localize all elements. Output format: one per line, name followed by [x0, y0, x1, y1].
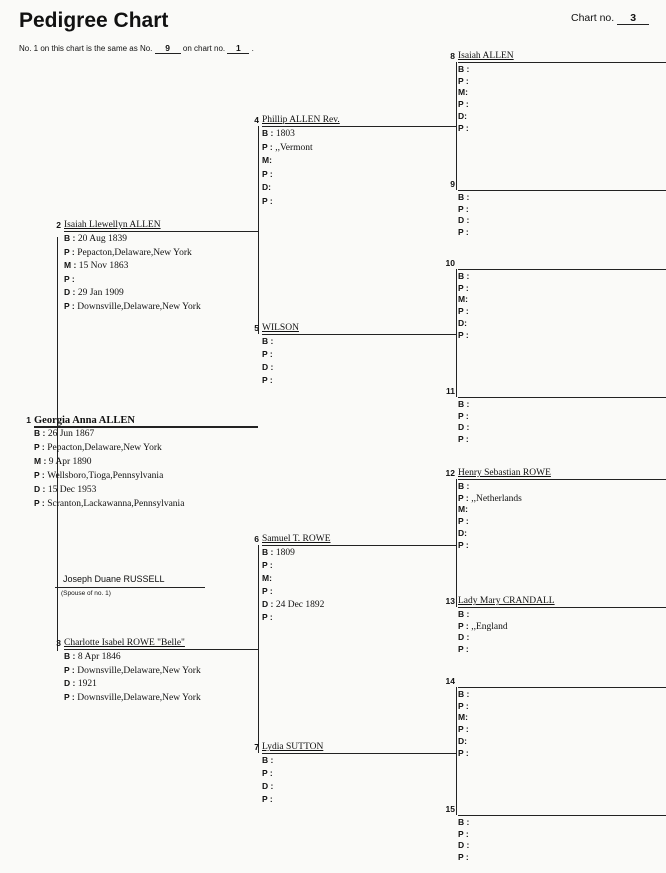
fact-value: 15 Nov 1863	[78, 261, 129, 272]
fact-row	[458, 852, 469, 863]
fact-row	[458, 481, 469, 492]
fact-label: P :	[458, 492, 469, 503]
fact-row	[458, 306, 469, 317]
fact-label: P :	[262, 612, 273, 622]
fact-label: P :	[458, 282, 469, 293]
fact-label: M:	[262, 573, 272, 583]
reference-suffix: .	[251, 44, 254, 53]
fact-row	[458, 829, 469, 840]
fact-row	[262, 599, 324, 610]
fact-label: P :	[458, 306, 469, 317]
chart-number-label: Chart no.	[571, 12, 615, 24]
fact-label: D:	[458, 527, 467, 538]
person-name: Phillip ALLEN Rev.	[262, 115, 340, 125]
person-number: 14	[445, 676, 455, 686]
fact-label: P :	[458, 828, 469, 839]
fact-label: B :	[458, 609, 470, 619]
fact-label: B :	[458, 64, 470, 74]
fact-label: P :	[458, 410, 469, 421]
fact-label: B :	[458, 192, 470, 202]
fact-value: 29 Jan 1909	[77, 288, 124, 299]
fact-value: Downsville,Delaware,New York	[77, 665, 201, 676]
fact-row	[64, 233, 127, 244]
person-number: 12	[445, 468, 455, 478]
fact-row	[64, 301, 201, 312]
fact-row	[262, 755, 273, 766]
fact-label: P :	[458, 852, 469, 863]
fact-label: M:	[458, 504, 468, 515]
fact-label: P :	[64, 301, 75, 311]
fact-row	[458, 330, 469, 341]
fact-label: P :	[458, 747, 469, 758]
fact-row	[262, 375, 273, 386]
fact-row	[458, 411, 469, 422]
name-line	[458, 397, 666, 398]
fact-row	[458, 724, 469, 735]
fact-row	[458, 504, 468, 515]
fact-label: B :	[458, 399, 470, 409]
person-number: 4	[254, 115, 259, 125]
fact-label: M:	[458, 87, 468, 98]
fact-label: P :	[458, 122, 469, 133]
person-name: Charlotte Isabel ROWE "Belle"	[64, 638, 185, 648]
fact-label: B :	[262, 336, 274, 346]
fact-label: P :	[458, 539, 469, 550]
fact-row	[64, 651, 121, 662]
name-line	[262, 753, 456, 754]
fact-row	[262, 336, 273, 347]
fact-label: P :	[458, 516, 469, 527]
fact-row	[64, 678, 97, 689]
fact-row	[64, 260, 128, 271]
person-name: Lady Mary CRANDALL	[458, 596, 555, 606]
fact-row	[458, 540, 469, 551]
fact-label: M:	[262, 155, 272, 166]
name-line	[458, 479, 666, 480]
reference-mid: on chart no.	[182, 44, 226, 53]
fact-label: D :	[262, 599, 274, 609]
fact-label: B :	[262, 128, 274, 138]
person-number: 13	[445, 596, 455, 606]
fact-label: D :	[262, 362, 274, 372]
name-line	[458, 607, 666, 608]
name-line	[262, 545, 456, 546]
person-number: 7	[254, 742, 259, 752]
fact-label: B :	[262, 547, 274, 557]
fact-label: B :	[64, 651, 76, 661]
fact-label: P :	[64, 246, 75, 257]
fact-value: 24 Dec 1892	[275, 600, 325, 610]
fact-row	[458, 111, 467, 122]
connector-line	[456, 479, 457, 607]
fact-label: P :	[262, 141, 273, 152]
fact-row	[262, 142, 313, 153]
fact-value: ,,England	[471, 621, 508, 632]
fact-row	[262, 362, 273, 373]
fact-value: ,,Vermont	[275, 142, 313, 153]
connector-line	[258, 126, 259, 334]
fact-label: P :	[262, 375, 273, 385]
fact-label: D :	[458, 422, 470, 433]
fact-value: 20 Aug 1839	[77, 234, 127, 244]
fact-label: D :	[64, 678, 76, 689]
fact-label: P :	[458, 75, 469, 86]
fact-label: P :	[34, 442, 45, 452]
chart-reference-line	[19, 43, 254, 54]
fact-row	[458, 283, 469, 294]
fact-row	[458, 434, 469, 445]
fact-label: P :	[262, 196, 273, 206]
fact-row	[458, 516, 469, 527]
fact-row	[458, 748, 469, 759]
person-name: Isaiah ALLEN	[458, 51, 514, 61]
fact-row	[64, 247, 192, 258]
fact-label: D :	[64, 287, 76, 298]
fact-label: M:	[458, 712, 468, 723]
person-number: 6	[254, 534, 259, 544]
fact-row	[34, 456, 92, 467]
fact-row	[262, 196, 273, 207]
fact-row	[262, 547, 295, 558]
fact-value: 8 Apr 1846	[77, 652, 121, 662]
fact-row	[458, 294, 468, 305]
fact-row	[64, 692, 201, 703]
fact-label: D :	[458, 215, 470, 226]
fact-value: 26 Jun 1867	[47, 429, 95, 439]
person-number: 10	[445, 258, 455, 268]
name-line	[64, 649, 258, 650]
reference-number: 9	[155, 43, 181, 54]
fact-label: P :	[262, 794, 273, 804]
fact-row	[64, 274, 75, 285]
fact-label: P :	[458, 227, 469, 238]
fact-row	[262, 169, 273, 180]
fact-label: P :	[458, 434, 469, 445]
fact-row	[458, 99, 469, 110]
fact-row	[458, 528, 467, 539]
fact-label: P :	[458, 329, 469, 340]
fact-label: P :	[458, 700, 469, 711]
fact-row	[458, 621, 508, 632]
fact-row	[34, 484, 96, 495]
person-name: Georgia Anna ALLEN	[34, 415, 135, 426]
person-name: WILSON	[262, 323, 299, 333]
fact-label: D :	[458, 840, 470, 851]
fact-value: 1803	[275, 129, 295, 139]
name-line	[458, 269, 666, 270]
person-number: 11	[446, 386, 455, 396]
fact-row	[262, 586, 273, 597]
person-name: Henry Sebastian ROWE	[458, 468, 551, 478]
name-line	[262, 334, 456, 335]
fact-row	[458, 609, 469, 620]
fact-row	[262, 155, 272, 166]
connector-line	[456, 62, 457, 190]
fact-value: Downsville,Delaware,New York	[77, 692, 201, 703]
fact-row	[458, 817, 469, 828]
fact-label: P :	[458, 99, 469, 110]
name-line	[458, 190, 666, 191]
person-name: Lydia SUTTON	[262, 742, 324, 752]
connector-line	[456, 269, 457, 397]
person-number: 2	[56, 220, 61, 230]
fact-row	[458, 736, 467, 747]
fact-row	[64, 665, 201, 676]
fact-row	[34, 428, 94, 439]
chart-number	[571, 12, 649, 25]
name-line	[64, 231, 258, 232]
fact-label: B :	[34, 428, 46, 438]
fact-label: P :	[64, 691, 75, 702]
fact-label: D:	[458, 110, 467, 121]
fact-row	[458, 271, 469, 282]
fact-label: P :	[262, 586, 273, 596]
person-number: 3	[56, 638, 61, 648]
fact-row	[458, 123, 469, 134]
fact-label: M :	[34, 456, 47, 466]
fact-row	[34, 442, 162, 453]
person-number: 9	[450, 179, 455, 189]
chart-number-value: 3	[617, 12, 649, 25]
fact-row	[262, 612, 273, 623]
fact-label: M:	[458, 294, 468, 305]
fact-label: B :	[262, 755, 274, 765]
fact-label: D :	[262, 781, 274, 791]
fact-label: P :	[34, 470, 45, 480]
fact-label: B :	[458, 689, 470, 699]
fact-row	[458, 644, 469, 655]
fact-row	[262, 794, 273, 805]
fact-row	[458, 632, 469, 643]
fact-row	[458, 215, 469, 226]
fact-label: P :	[458, 724, 469, 735]
fact-row	[458, 493, 522, 504]
fact-label: P :	[458, 620, 469, 631]
fact-value: Wellsboro,Tioga,Pennsylvania	[47, 471, 164, 481]
fact-label: P :	[262, 768, 273, 778]
fact-label: D:	[458, 317, 467, 328]
fact-value: 15 Dec 1953	[47, 485, 97, 495]
fact-row	[64, 287, 124, 298]
fact-row	[458, 192, 469, 203]
fact-value: ,,Netherlands	[471, 493, 522, 504]
spouse-line	[55, 587, 205, 588]
fact-row	[262, 573, 272, 584]
fact-value: Pepacton,Delaware,New York	[77, 247, 192, 258]
fact-label: B :	[458, 817, 470, 827]
fact-label: B :	[458, 481, 470, 491]
spouse-entry	[61, 574, 165, 597]
fact-row	[458, 422, 469, 433]
fact-row	[458, 399, 469, 410]
fact-row	[262, 768, 273, 779]
fact-row	[458, 318, 467, 329]
fact-label: P :	[64, 273, 75, 284]
fact-row	[458, 712, 468, 723]
fact-label: B :	[458, 271, 470, 281]
fact-row	[458, 227, 469, 238]
person-number: 15	[445, 804, 455, 814]
fact-label: P :	[262, 560, 273, 570]
reference-prefix: No. 1 on this chart is the same as No.	[19, 44, 153, 53]
person-number: 8	[450, 51, 455, 61]
fact-value: Downsville,Delaware,New York	[77, 302, 201, 312]
fact-row	[458, 76, 469, 87]
fact-row	[262, 781, 273, 792]
fact-label: P :	[34, 498, 45, 508]
fact-row	[458, 64, 469, 75]
fact-row	[262, 128, 295, 139]
fact-row	[458, 701, 469, 712]
name-line	[458, 815, 666, 816]
spouse-caption: (Spouse of no. 1)	[61, 590, 111, 597]
fact-row	[34, 498, 184, 509]
person-name: Samuel T. ROWE	[262, 534, 331, 544]
fact-row	[458, 204, 469, 215]
name-line	[458, 62, 666, 63]
connector-line	[456, 687, 457, 815]
fact-row	[262, 560, 273, 571]
fact-label: D :	[458, 632, 470, 643]
spouse-name: Joseph Duane RUSSELL	[63, 574, 165, 584]
fact-label: D:	[458, 735, 467, 746]
fact-value: Pepacton,Delaware,New York	[47, 443, 162, 453]
fact-value: 1921	[77, 679, 97, 690]
person-number: 1	[26, 415, 31, 425]
fact-label: M :	[64, 260, 77, 271]
page-title: Pedigree Chart	[19, 9, 169, 32]
name-line	[458, 687, 666, 688]
fact-label: P :	[64, 664, 75, 675]
fact-label: P :	[458, 644, 469, 655]
fact-value: 9 Apr 1890	[48, 457, 92, 467]
fact-row	[34, 470, 163, 481]
fact-row	[458, 840, 469, 851]
person-name: Isaiah Llewellyn ALLEN	[64, 220, 161, 230]
fact-label: D :	[34, 484, 46, 494]
fact-row	[262, 349, 273, 360]
fact-value: 1809	[275, 548, 295, 558]
fact-label: D:	[262, 182, 271, 193]
name-line	[262, 126, 456, 127]
fact-label: P :	[262, 349, 273, 359]
fact-row	[458, 87, 468, 98]
fact-label: P :	[458, 203, 469, 214]
person-number: 5	[254, 323, 259, 333]
fact-label: P :	[262, 168, 273, 179]
reference-chart: 1	[227, 43, 249, 54]
fact-value: Scranton,Lackawanna,Pennsylvania	[47, 499, 185, 509]
fact-row	[458, 689, 469, 700]
fact-label: B :	[64, 233, 76, 243]
connector-line	[258, 545, 259, 753]
fact-row	[262, 182, 271, 193]
